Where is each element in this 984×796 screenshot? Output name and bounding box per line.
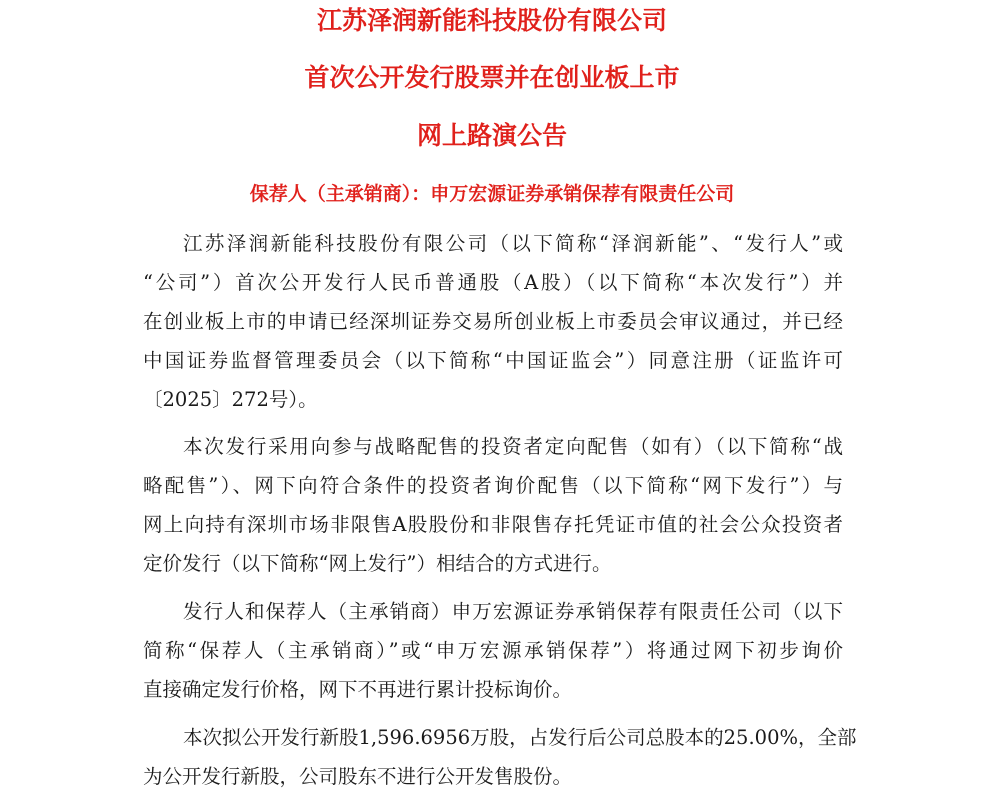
paragraph-line: 〔2025〕272号）。 [143, 388, 318, 411]
paragraph-line: “公司”）首次公开发行人民币普通股（A股）（以下简称“本次发行”）并 [143, 271, 843, 294]
paragraph-line: 在创业板上市的申请已经深圳证券交易所创业板上市委员会审议通过，并已经 [143, 310, 843, 333]
paragraph-line: 江苏泽润新能科技股份有限公司（以下简称“泽润新能”、“发行人”或 [183, 232, 843, 255]
paragraph-4 [143, 718, 857, 796]
paragraph-line: 网上向持有深圳市场非限售A股股份和非限售存托凭证市值的社会公众投资者 [143, 513, 843, 536]
paragraph-2 [143, 427, 843, 583]
paragraph-3 [143, 592, 843, 709]
paragraph-line: 直接确定发行价格，网下不再进行累计投标询价。 [143, 678, 573, 701]
sponsor-line: 保荐人（主承销商）：申万宏源证券承销保荐有限责任公司 [249, 183, 735, 205]
paragraph-line: 中国证券监督管理委员会（以下简称“中国证监会”）同意注册（证监许可 [143, 349, 843, 372]
paragraph-line: 发行人和保荐人（主承销商）申万宏源证券承销保荐有限责任公司（以下 [183, 600, 843, 623]
announcement-title: 网上路演公告 [416, 121, 567, 150]
company-title: 江苏泽润新能科技股份有限公司 [316, 6, 667, 35]
paragraph-1 [143, 224, 843, 419]
paragraph-line: 为公开发行新股，公司股东不进行公开发售股份。 [143, 765, 573, 788]
paragraph-line: 简称“保荐人（主承销商）”或“申万宏源承销保荐”）将通过网下初步询价 [143, 639, 843, 662]
paragraph-line: 本次发行采用向参与战略配售的投资者定向配售（如有）（以下简称“战 [183, 435, 843, 458]
offering-title: 首次公开发行股票并在创业板上市 [304, 63, 680, 92]
paragraph-line: 本次拟公开发行新股1,596.6956万股，占发行后公司总股本的25.00%，全部 [183, 726, 857, 749]
paragraph-line: 定价发行（以下简称“网上发行”）相结合的方式进行。 [143, 552, 612, 575]
paragraph-line: 略配售”）、网下向符合条件的投资者询价配售（以下简称“网下发行”）与 [143, 474, 843, 497]
